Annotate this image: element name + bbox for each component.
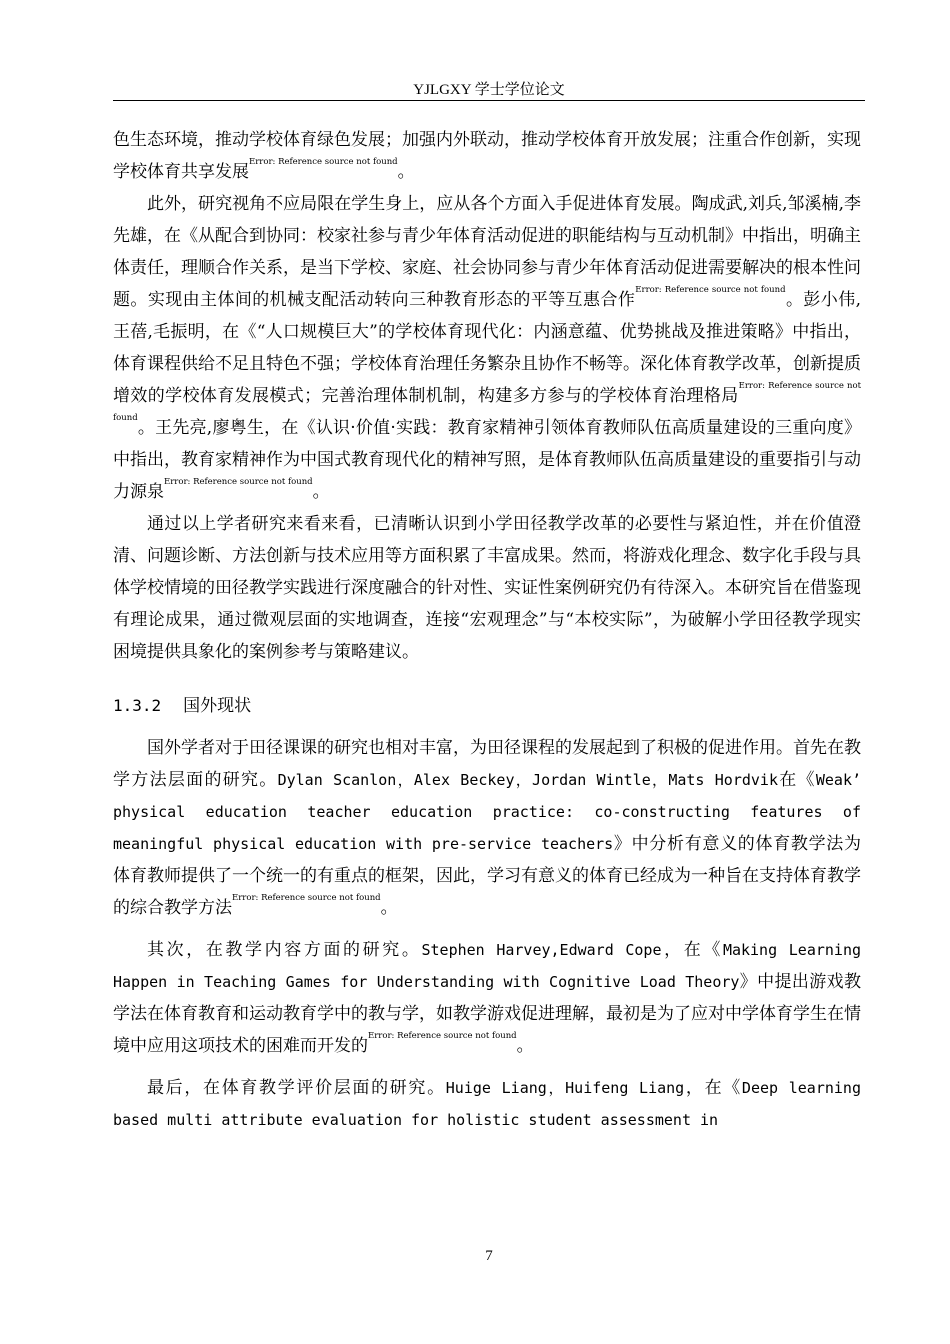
paragraph-text: 。彭小伟,王蓓,毛振明，在《“人口规模巨大”的学校体育现代化：内涵意蕴、优势挑战及推进策略》中指出，体育课程供给不足且特色不强；学校体育治理任务繁杂且协作不畅等。深化体育教学改革，创新提质增效的学校体育发展模式；完善治理体制机制，构建多方参与的学校体育治理格局 <box>113 290 862 406</box>
paragraph-text: 。 <box>397 162 415 182</box>
header-rule <box>113 100 865 101</box>
paragraph-summary: 通过以上学者研究来看来看，已清晰认识到小学田径教学改革的必要性与紧迫性，并在价值澄清、问题诊断、方法创新与技术应用等方面积累了丰富成果。然而，将游戏化理念、数字化手段与具体学校情境的田径教学实践进行深度融合的针对性、实证性案例研究仍有待深入。本研究旨在借鉴现有理论成果，通过微观层面的实地调查，连接“宏观理念”与“本校实际”，为破解小学田径教学现实困境提供具象化的案例参考与策略建议。 <box>113 514 861 662</box>
paragraph-authors: Dylan Scanlon，Alex Beckey，Jordan Wintle，Mats Hordvik <box>277 771 778 789</box>
paragraph-text: ，在《 <box>684 1078 742 1098</box>
section-heading <box>113 690 861 722</box>
paper-title: Making Learning Happen in Teaching Games for Understanding with Cognitive Load Theory <box>113 941 862 991</box>
document-body <box>113 124 861 1136</box>
reference-error: Error: Reference source not found <box>113 381 862 423</box>
paragraph-text: 其次，在教学内容方面的研究。 <box>147 940 422 960</box>
paragraph-text: 在《 <box>777 770 816 790</box>
paragraph-text: 》中提出游戏教学法在体育教育和运动教育学中的教与学，如教学游戏促进理解，最初是为了应对中学体育学生在情境中应用这项技术的困难而开发的 <box>113 972 862 1056</box>
paragraph-foreign-evaluation <box>113 1072 861 1136</box>
paragraph-text: 。 <box>312 482 330 502</box>
paragraph-text: 国外学者对于田径课课的研究也相对丰富，为田径课程的发展起到了积极的促进作用。首先在教学方法层面的研究。 <box>113 738 861 790</box>
section-number: 1.3.2 <box>113 696 162 715</box>
paragraph-text: 。王先亮,廖粤生，在《认识·价值·实践：教育家精神引领体育教师队伍高质量建设的三重向度》中指出，教育家精神作为中国式教育现代化的精神写照，是体育教师队伍高质量建设的重要指引与动力源泉 <box>113 418 861 502</box>
paragraph-text: 》中分析有意义的体育教学法为体育教师提供了一个统一的有重点的框架，因此，学习有意义的体育已经成为一种旨在支持体育教学的综合教学方法 <box>113 834 862 918</box>
paragraph-text: 最后，在体育教学评价层面的研究。 <box>147 1078 446 1098</box>
page-number: 7 <box>485 1248 493 1264</box>
paragraph-text: ，在《 <box>661 940 723 960</box>
paragraph-domestic-collaboration <box>113 188 861 508</box>
paragraph-foreign-methods <box>113 732 861 924</box>
paragraph-text: 色生态环境，推动学校体育绿色发展；加强内外联动，推动学校体育开放发展；注重合作创新，实现学校体育共享发展 <box>113 130 861 182</box>
paragraph-authors: Huige Liang，Huifeng Liang <box>445 1079 685 1097</box>
reference-error: Error: Reference source not found <box>249 157 398 167</box>
paragraph-text: 。 <box>380 898 398 918</box>
paragraph-foreign-content <box>113 934 861 1062</box>
paragraph-text: 。 <box>516 1036 534 1056</box>
paragraph-continuation <box>113 124 861 188</box>
reference-error: Error: Reference source not found <box>164 477 313 487</box>
paragraph-text: 此外，研究视角不应局限在学生身上，应从各个方面入手促进体育发展。陶成武,刘兵,邹溪楠,李先雄，在《从配合到协同：校家社参与青少年体育活动促进的职能结构与互动机制》中指出，明确主体责任，理顺合作关系，是当下学校、家庭、社会协同参与青少年体育活动促进需要解决的根本性问题。实现由主体间的机械支配活动转向三种教育形态的平等互惠合作 <box>113 194 861 310</box>
reference-error: Error: Reference source not found <box>232 893 381 903</box>
paragraph-authors: Stephen Harvey,Edward Cope <box>421 941 662 959</box>
section-title: 国外现状 <box>183 696 252 716</box>
reference-error: Error: Reference source not found <box>635 285 786 295</box>
page-header: YJLGXY 学士学位论文 <box>413 82 565 98</box>
paper-title: Deep learning based multi attribute evaluation for holistic student assessment in <box>113 1079 861 1129</box>
paper-title: Weak’ physical education teacher education practice: co-constructing features of meaningful physical education with pre-service teachers <box>113 771 862 853</box>
reference-error: Error: Reference source not found <box>368 1031 517 1041</box>
